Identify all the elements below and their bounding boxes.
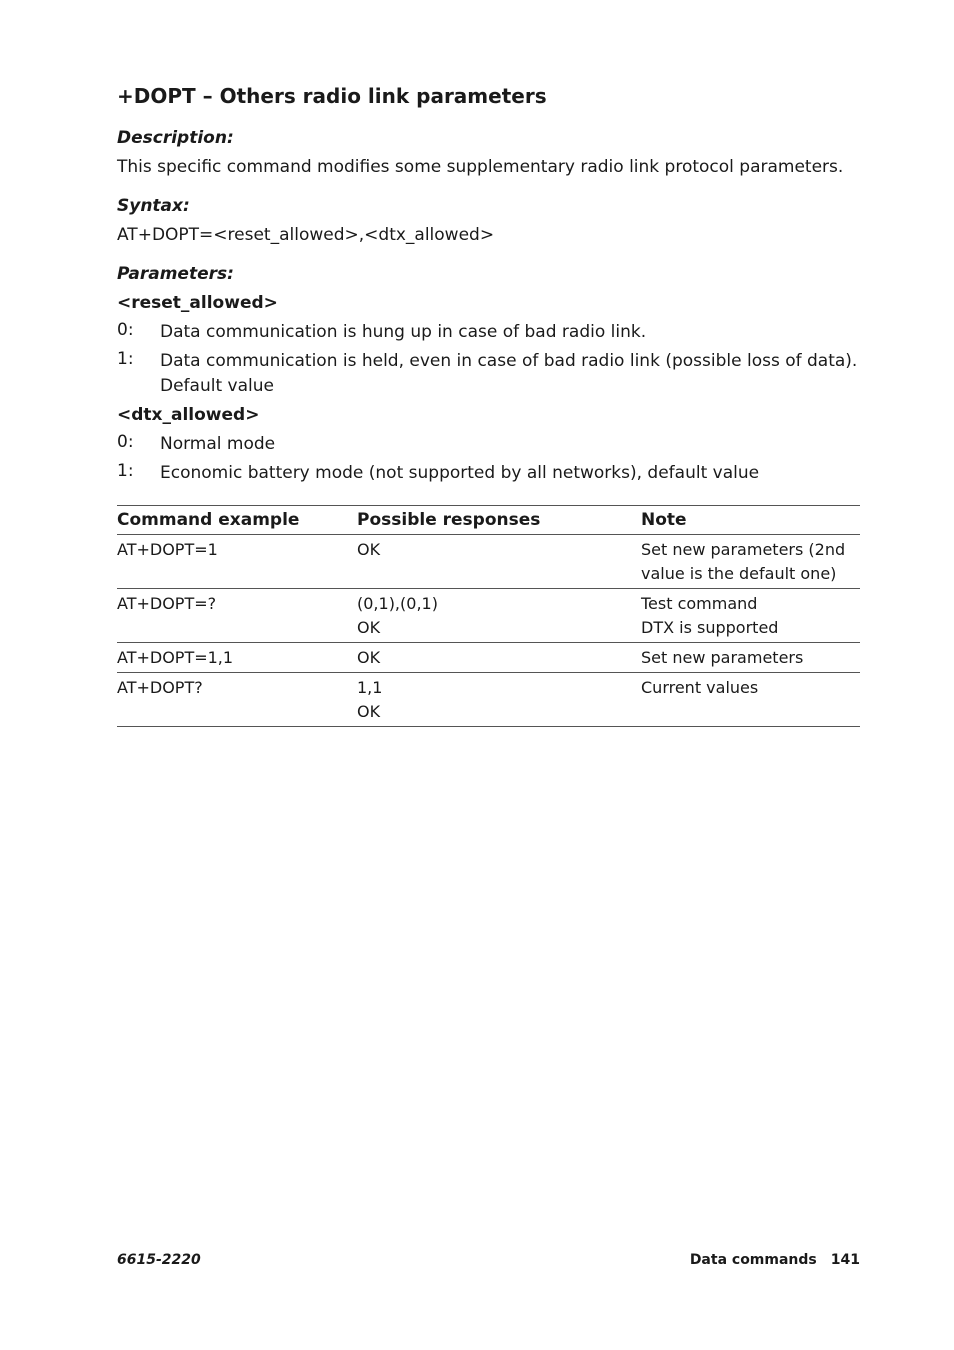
cell-note bbox=[641, 589, 860, 643]
header-note: Note bbox=[641, 510, 687, 530]
value-description-default: Default value bbox=[160, 376, 274, 396]
response-line: 1,1 bbox=[357, 678, 383, 697]
parameters-heading: Parameters: bbox=[117, 264, 234, 284]
value-number: 1: bbox=[117, 461, 134, 481]
note-line: Test command bbox=[641, 594, 758, 613]
header-possible-responses: Possible responses bbox=[357, 510, 541, 530]
cell-note bbox=[641, 535, 860, 589]
table-header-row bbox=[117, 506, 860, 535]
description-text: This specific command modifies some supplementary radio link protocol parameters. bbox=[117, 157, 844, 177]
footer-section bbox=[690, 1252, 860, 1268]
header-command-example: Command example bbox=[117, 510, 300, 530]
value-description: Normal mode bbox=[160, 434, 276, 454]
value-number: 1: bbox=[117, 349, 134, 369]
table-row bbox=[117, 643, 860, 673]
value-description: Economic battery mode (not supported by all networks), default value bbox=[160, 463, 760, 483]
note-line: Set new parameters (2nd bbox=[641, 540, 846, 559]
table-row bbox=[117, 589, 860, 643]
cell-command: AT+DOPT=1,1 bbox=[117, 648, 234, 667]
cell-response bbox=[357, 589, 641, 643]
syntax-text: AT+DOPT=<reset_allowed>,<dtx_allowed> bbox=[117, 225, 495, 245]
cell-response bbox=[357, 643, 641, 673]
cell-note bbox=[641, 643, 860, 673]
value-number: 0: bbox=[117, 432, 134, 452]
table-row bbox=[117, 673, 860, 727]
command-title: +DOPT – Others radio link parameters bbox=[117, 84, 547, 108]
command-example-table bbox=[117, 505, 860, 727]
cell-command: AT+DOPT=? bbox=[117, 594, 217, 613]
param-dtx-allowed: <dtx_allowed> bbox=[117, 405, 260, 425]
cell-command: AT+DOPT? bbox=[117, 678, 203, 697]
syntax-heading: Syntax: bbox=[117, 196, 190, 216]
cell-command: AT+DOPT=1 bbox=[117, 540, 218, 559]
response-line: OK bbox=[357, 648, 381, 667]
note-line: Set new parameters bbox=[641, 648, 804, 667]
description-heading: Description: bbox=[117, 128, 234, 148]
note-line: value is the default one) bbox=[641, 564, 837, 583]
value-number: 0: bbox=[117, 320, 134, 340]
cell-note bbox=[641, 673, 860, 727]
table-row bbox=[117, 535, 860, 589]
response-line: OK bbox=[357, 540, 381, 559]
note-line: Current values bbox=[641, 678, 759, 697]
response-line: (0,1),(0,1) bbox=[357, 594, 438, 613]
param-reset-allowed: <reset_allowed> bbox=[117, 293, 278, 313]
value-description: Data communication is held, even in case of bad radio link (possible loss of data). bbox=[160, 351, 858, 371]
response-line: OK bbox=[357, 618, 381, 637]
page-number: 141 bbox=[830, 1252, 860, 1268]
value-description: Data communication is hung up in case of bad radio link. bbox=[160, 322, 647, 342]
footer-doc-number: 6615-2220 bbox=[117, 1252, 201, 1268]
note-line: DTX is supported bbox=[641, 618, 779, 637]
footer-section-name: Data commands bbox=[689, 1252, 817, 1268]
value-description-block bbox=[160, 349, 860, 399]
response-line: OK bbox=[357, 702, 381, 721]
cell-response bbox=[357, 535, 641, 589]
cell-response bbox=[357, 673, 641, 727]
